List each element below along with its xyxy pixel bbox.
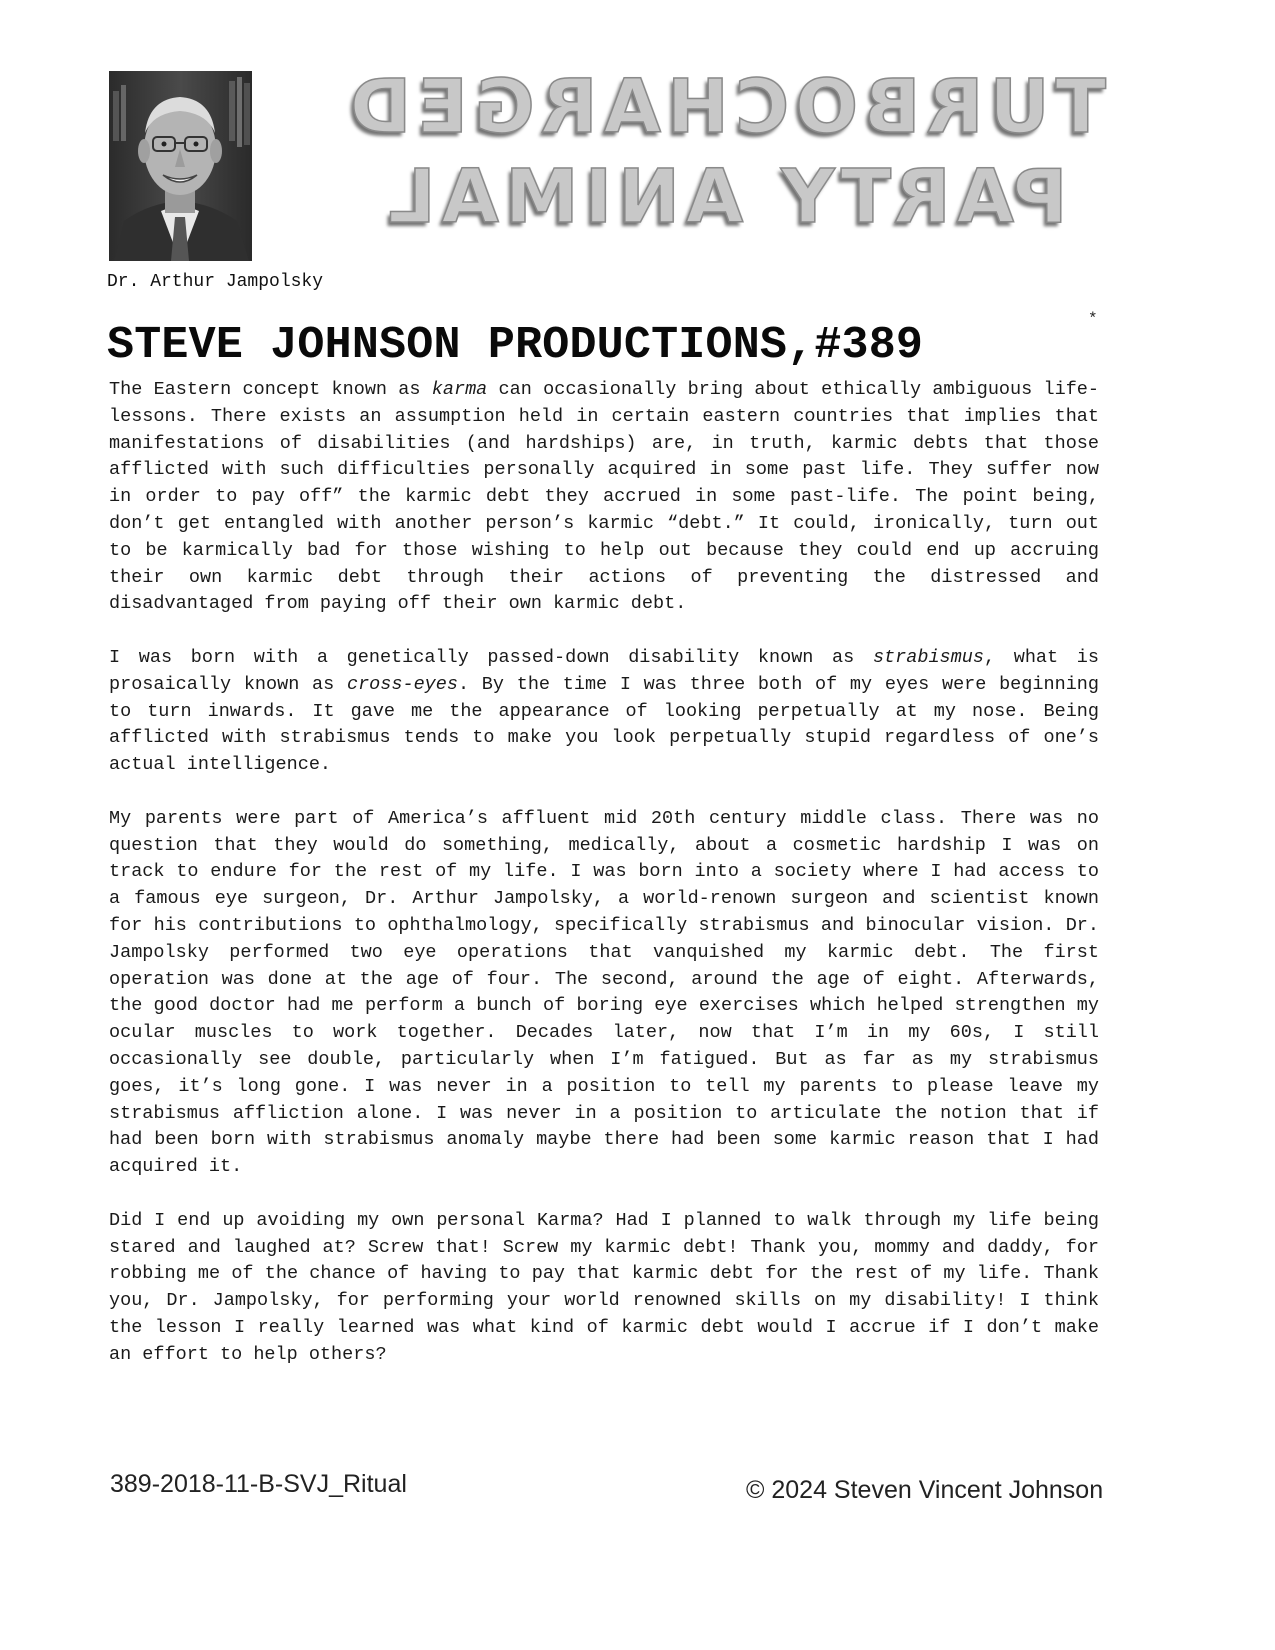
logo [335, 60, 1115, 245]
logo-line-2: PARTY ANIMAL [382, 154, 1068, 240]
paragraph-3: My parents were part of America’s affluent mid 20th century middle class. There was no question that they would do something, medically, about a cosmetic hardship I was on track to endure for the rest of my life. I was born into a society where I had access to a famous eye surgeon, Dr. Arthur Jampolsky, a world-renown surgeon and scientist known for his contributions to ophthalmology, specifically strabismus and binocular vision. Dr. Jampolsky performed two eye operations that vanquished my karmic debt. The first operation was done at the age of four. The second, around the age of eight. Afterwards, the good doctor had me perform a bunch of boring eye exercises which helped strengthen my ocular muscles to work together. Decades later, now that I’m in my 60s, I still occasionally see double, particularly when I’m fatigued. But as far as my strabismus goes, it’s long gone. I was never in a position to tell my parents to please leave my strabismus affliction alone. I was never in a position to articulate the notion that if had been born with strabismus anomaly maybe there had been some karmic reason that I had acquired it. [109, 807, 1099, 1178]
photo-caption: Dr. Arthur Jampolsky [107, 272, 324, 292]
emphasis-karma: karma [431, 379, 488, 400]
logo-line-1: TURBOCHARGED [343, 64, 1107, 150]
document-id: 389-2018-11-B-SVJ_Ritual [110, 1470, 407, 1498]
footnote-mark: * [1088, 310, 1098, 328]
paragraph-1: The Eastern concept known as karma can occasionally bring about ethically ambiguous life-lessons. There exists an assumption held in certain eastern countries that implies that manifestations of disabilities (and hardships) are, in truth, karmic debts that those afflicted with such difficulties personally acquired in some past life. They suffer now in order to pay off” the karmic debt they accrued in some past-life. The point being, don’t get entangled with another person’s karmic “debt.” It could, ironically, turn out to be karmically bad for those wishing to help out because they could end up accruing their own karmic debt through their actions of preventing the distressed and disadvantaged from paying off their own karmic debt. [109, 379, 1100, 615]
article-body [109, 377, 1099, 1395]
page-title: STEVE JOHNSON PRODUCTIONS,#389 [107, 320, 924, 371]
emphasis-cross-eyes: cross-eyes [346, 673, 458, 695]
paragraph-2: I was born with a genetically passed-down disability known as strabismus, what is prosaically known as cross-eyes. By the time I was three both of my eyes were beginning to turn inwards. It gave me the appearance of looking perpetually at my nose. Being afflicted with strabismus tends to make you look perpetually stupid regardless of one’s actual intelligence. [109, 646, 1100, 776]
copyright-notice: © 2024 Steven Vincent Johnson [746, 1476, 1104, 1504]
emphasis-strabismus: strabismus [872, 646, 984, 668]
paragraph-4: Did I end up avoiding my own personal Karma? Had I planned to walk through my life being stared and laughed at? Screw that! Screw my karmic debt! Thank you, mommy and daddy, for robbing me of the chance of having to pay that karmic debt for the rest of my life. Thank you, Dr. Jampolsky, for performing your world renowned skills on my disability! I think the lesson I really learned was what kind of karmic debt would I accrue if I don’t make an effort to help others? [109, 1209, 1099, 1365]
portrait-photo [109, 71, 252, 261]
